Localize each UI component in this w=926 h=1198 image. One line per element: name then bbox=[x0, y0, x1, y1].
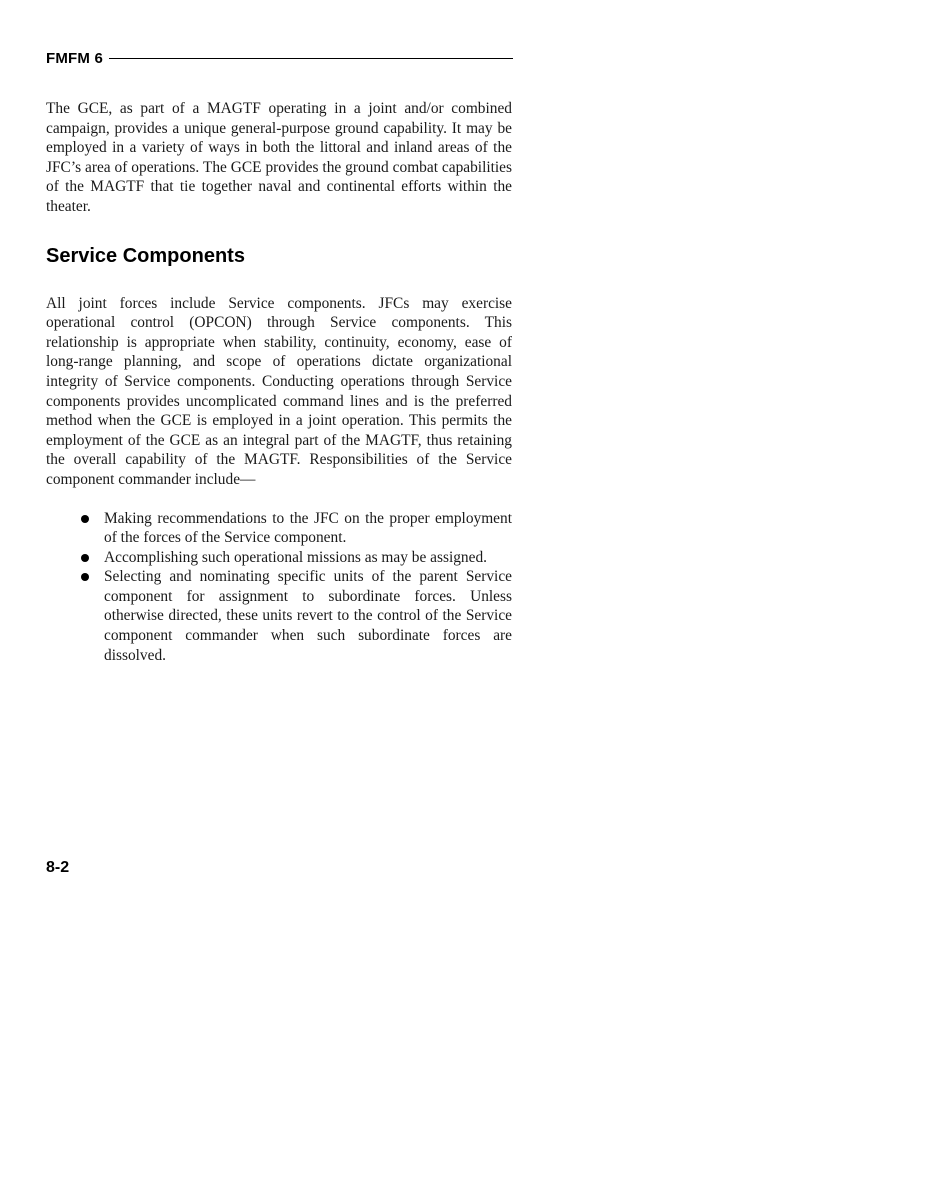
list-item bbox=[46, 548, 512, 568]
list-item-text: Accomplishing such operational missions as may be assigned. bbox=[104, 548, 487, 566]
page-number: 8-2 bbox=[46, 859, 70, 876]
list-item bbox=[46, 509, 512, 548]
header-rule bbox=[109, 58, 513, 59]
section-heading: Service Components bbox=[46, 244, 245, 267]
bullet-icon bbox=[81, 554, 89, 562]
list-item-text: Selecting and nominating specific units of the parent Service component for assignment to subordinate forces. Unless otherwise directed, these units revert to the control of the Service component commander when such subordinate forces are dissolved. bbox=[104, 568, 512, 664]
page-content bbox=[46, 99, 512, 665]
running-header bbox=[46, 48, 513, 68]
header-title: FMFM 6 bbox=[46, 49, 104, 67]
responsibilities-list bbox=[46, 509, 512, 666]
bullet-icon bbox=[81, 515, 89, 523]
intro-paragraph: The GCE, as part of a MAGTF operating in a joint and/or combined campaign, provides a unique general-purpose ground capability. It may be employed in a variety of ways in both the littoral and inland areas of the JFC’s area of operations. The GCE provides the ground combat capabilities of the MAGTF that tie together naval and continental efforts within the theater. bbox=[46, 100, 512, 215]
section-paragraph: All joint forces include Service components. JFCs may exercise operational control (OPCON) through Service components. This relationship is appropriate when stability, continuity, economy, ease of long-range planning, and scope of operations dictate organizational integrity of Service components. Conducting operations through Service components provides uncomplicated command lines and is the preferred method when the GCE is employed in a joint operation. This permits the employment of the GCE as an integral part of the MAGTF, thus retaining the overall capability of the MAGTF. Responsibilities of the Service component commander include— bbox=[46, 294, 512, 488]
list-item bbox=[46, 567, 512, 665]
bullet-icon bbox=[81, 573, 89, 581]
list-item-text: Making recommendations to the JFC on the proper employment of the forces of the Service component. bbox=[104, 509, 512, 547]
